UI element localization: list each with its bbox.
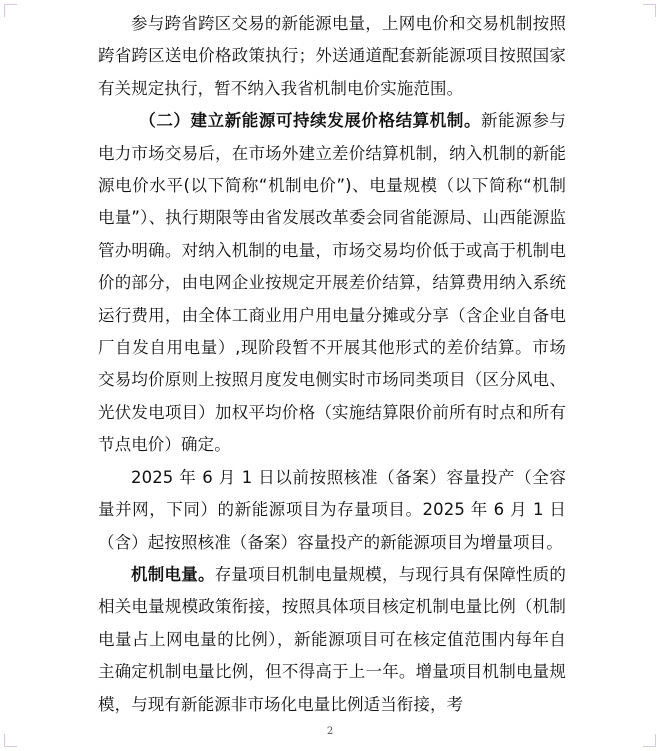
paragraph-text: 参与跨省跨区交易的新能源电量，上网电价和交易机制按照跨省跨区送电价格政策执行；外送通道配套新能源项目按照国家有关规定执行，暂不纳入我省机制电价实施范围。 <box>98 14 566 98</box>
page-corner-mark <box>4 4 17 17</box>
paragraph-text: 2025 年 6 月 1 日以前按照核准（备案）容量投产（全容量并网，下同）的新能源项目为存量项目。2025 年 6 月 1 日（含）起按照核准（备案）容量投产的新能源项目为增量项目。 <box>98 467 566 552</box>
page-number: 2 <box>326 726 334 737</box>
paragraph <box>98 8 566 105</box>
page-corner-mark <box>643 4 656 17</box>
paragraph-text: 新能源参与电力市场交易后，在市场外建立差价结算机制，纳入机制的新能源电价水平(以下简称“机制电价”)、电量规模（以下简称“机制电量”）、执行期限等由省发展改革委会同省能源局、山西能源监管办明确。对纳入机制的电量，市场交易均价低于或高于机制电价的部分，由电网企业按规定开展差价结算，结算费用纳入系统运行费用，由全体工商业用户用电量分摊或分享（含企业自备电厂自发自用电量）,现阶段暂不开展其他形式的差价结算。市场交易均价原则上按照月度发电侧实时市场同类项目（区分风电、光伏发电项目）加权平均价格（实施结算限价前所有时点和所有节点电价）确定。 <box>98 111 567 455</box>
paragraph-text: 存量项目机制电量规模，与现行具有保障性质的相关电量规模政策衔接，按照具体项目核定机制电量比例（机制电量占上网电量的比例），新能源项目可在核定值范围内每年自主确定机制电量比例，但不得高于上一年。增量项目机制电量规模，与现有新能源非市场化电量比例适当衔接，考 <box>98 564 566 714</box>
subsection-heading: 机制电量。 <box>131 564 215 584</box>
document-body <box>98 8 566 721</box>
paragraph <box>98 462 566 559</box>
paragraph <box>98 559 566 721</box>
section-heading: （二）建立新能源可持续发展价格结算机制。 <box>139 111 482 131</box>
paragraph <box>98 105 566 461</box>
